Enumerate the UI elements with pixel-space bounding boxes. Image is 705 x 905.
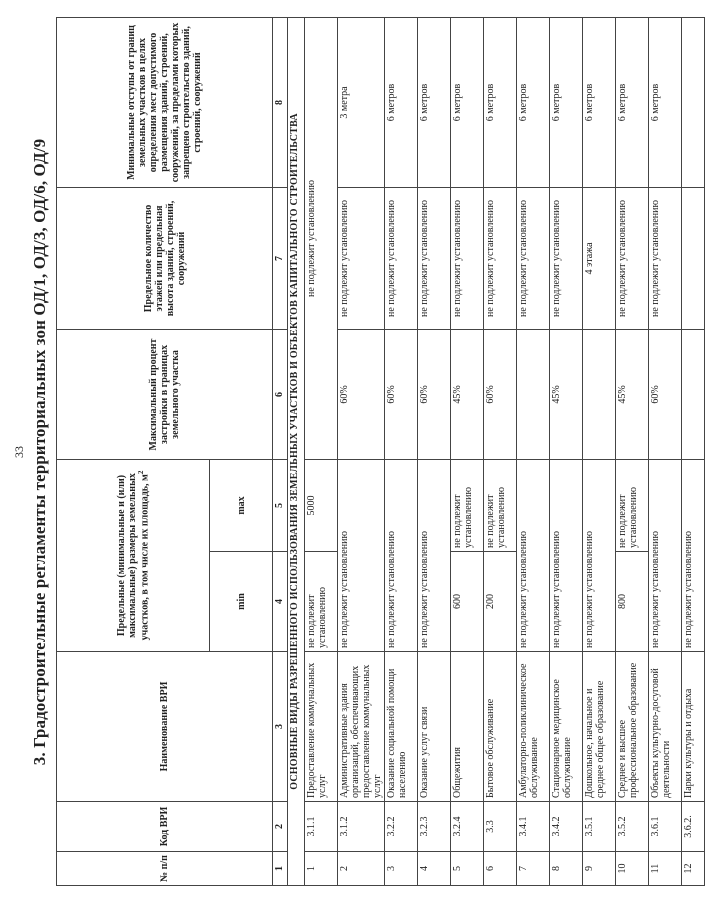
col-index: 2 <box>273 802 288 852</box>
cell-setback: 6 метров <box>649 17 682 187</box>
table-row <box>418 17 451 885</box>
cell-name: Предоставление коммунальных услуг <box>305 652 338 802</box>
header-row <box>57 17 210 885</box>
cell-percent: 45% <box>616 329 649 459</box>
cell-percent: 60% <box>649 329 682 459</box>
cell-num: 12 <box>682 852 705 886</box>
cell-sizes: не подлежит установлению <box>649 459 682 651</box>
cell-floors: не подлежит установлению <box>418 187 451 329</box>
cell-code: 3.4.1 <box>517 802 550 852</box>
header-name: Наименование ВРИ <box>57 652 273 802</box>
cell-name: Административные здания организаций, обеспечивающих предоставление коммунальных услуг <box>338 652 385 802</box>
cell-sizes: не подлежит установлению <box>385 459 418 651</box>
cell-min: 200 <box>484 552 517 652</box>
cell-setback: 6 метров <box>583 17 616 187</box>
cell-name: Амбулаторно-поликлиническое обслуживание <box>517 652 550 802</box>
col-index: 8 <box>273 17 288 187</box>
cell-name: Объекты культурно-досуговой деятельности <box>649 652 682 802</box>
cell-code: 3.5.2 <box>616 802 649 852</box>
cell-num: 4 <box>418 852 451 886</box>
col-index: 3 <box>273 652 288 802</box>
cell-percent <box>682 329 705 459</box>
cell-name: Оказание социальной помощи населению <box>385 652 418 802</box>
header-floors: Предельное количество этажей или предельная высота зданий, строений, сооружений <box>57 187 273 329</box>
header-sizes <box>57 459 210 651</box>
cell-floors: не подлежит установлению <box>616 187 649 329</box>
cell-name: Оказание услуг связи <box>418 652 451 802</box>
cell-min: не подлежит установлению <box>305 552 338 652</box>
cell-max: 5000 <box>305 459 338 551</box>
cell-floors: не подлежит установлению <box>484 187 517 329</box>
cell-min: 800 <box>616 552 649 652</box>
cell-code: 3.5.1 <box>583 802 616 852</box>
cell-max: не подлежит установлению <box>484 459 517 551</box>
cell-percent: 60% <box>418 329 451 459</box>
table-row <box>385 17 418 885</box>
table-row <box>517 17 550 885</box>
col-index: 5 <box>273 459 288 551</box>
cell-code: 3.2.4 <box>451 802 484 852</box>
cell-sizes: не подлежит установлению <box>418 459 451 651</box>
table-row <box>451 17 484 885</box>
cell-num: 3 <box>385 852 418 886</box>
cell-num: 11 <box>649 852 682 886</box>
cell-code: 3.3 <box>484 802 517 852</box>
cell-sizes: не подлежит установлению <box>682 459 705 651</box>
cell-num: 2 <box>338 852 385 886</box>
table-row <box>682 17 705 885</box>
cell-floors: не подлежит установлению <box>649 187 682 329</box>
page-number: 33 <box>12 446 26 458</box>
col-index: 1 <box>273 852 288 886</box>
cell-sizes: не подлежит установлению <box>583 459 616 651</box>
cell-num: 9 <box>583 852 616 886</box>
col-index: 7 <box>273 187 288 329</box>
header-percent: Максимальный процент застройки в границах земельного участка <box>57 329 273 459</box>
header-setback: Минимальные отступы от границ земельных участков в целях определения мест допустимого размещения зданий, строений, сооружений, за пределами которых запрещено строительство зданий, строений, сооружений <box>57 17 273 187</box>
cell-name: Бытовое обслуживание <box>484 652 517 802</box>
cell-num: 6 <box>484 852 517 886</box>
table-row <box>305 17 338 885</box>
cell-merged: не подлежит установлению <box>305 17 338 459</box>
col-index: 6 <box>273 329 288 459</box>
regulations-table <box>56 17 705 886</box>
cell-max: не подлежит установлению <box>451 459 484 551</box>
cell-num: 1 <box>305 852 338 886</box>
cell-percent: 45% <box>451 329 484 459</box>
cell-name: Стационарное медицинское обслуживание <box>550 652 583 802</box>
cell-sizes: не подлежит установлению <box>550 459 583 651</box>
cell-floors: не подлежит установлению <box>385 187 418 329</box>
cell-setback: 6 метров <box>484 17 517 187</box>
cell-percent: 60% <box>385 329 418 459</box>
cell-num: 10 <box>616 852 649 886</box>
cell-sizes: не подлежит установлению <box>338 459 385 651</box>
section-row <box>288 17 305 885</box>
section-title: ОСНОВНЫЕ ВИДЫ РАЗРЕШЕННОГО ИСПОЛЬЗОВАНИЯ ЗЕМЕЛЬНЫХ УЧАСТКОВ И ОБЪЕКТОВ КАПИТАЛЬНОГО СТРОИТЕЛЬСТВА <box>288 17 305 885</box>
header-min: min <box>210 552 273 652</box>
cell-sizes: не подлежит установлению <box>517 459 550 651</box>
cell-floors: не подлежит установлению <box>338 187 385 329</box>
cell-setback: 6 метров <box>418 17 451 187</box>
cell-setback: 3 метра <box>338 17 385 187</box>
cell-name: Дошкольное, начальное и среднее общее образование <box>583 652 616 802</box>
header-sizes-sup: 2 <box>136 470 145 475</box>
cell-setback: 6 метров <box>451 17 484 187</box>
table-row <box>550 17 583 885</box>
cell-setback: 6 метров <box>517 17 550 187</box>
table-row <box>616 17 649 885</box>
column-index-row <box>273 17 288 885</box>
cell-setback: 6 метров <box>550 17 583 187</box>
cell-code: 3.1.2 <box>338 802 385 852</box>
col-index: 4 <box>273 552 288 652</box>
table-row <box>338 17 385 885</box>
cell-setback: 6 метров <box>616 17 649 187</box>
cell-percent <box>583 329 616 459</box>
document-title: 3. Градостроительные регламенты территориальных зон ОД/1, ОД/3, ОД/6, ОД/9 <box>30 138 49 766</box>
cell-name: Среднее и высшее профессиональное образование <box>616 652 649 802</box>
cell-setback <box>682 17 705 187</box>
cell-min: 600 <box>451 552 484 652</box>
table-row <box>484 17 517 885</box>
cell-code: 3.1.1 <box>305 802 338 852</box>
cell-percent: 45% <box>550 329 583 459</box>
cell-code: 3.6.2. <box>682 802 705 852</box>
cell-percent: 60% <box>338 329 385 459</box>
cell-floors: не подлежит установлению <box>550 187 583 329</box>
cell-code: 3.6.1 <box>649 802 682 852</box>
cell-max: не подлежит установлению <box>616 459 649 551</box>
cell-floors <box>682 187 705 329</box>
cell-setback: 6 метров <box>385 17 418 187</box>
cell-code: 3.2.3 <box>418 802 451 852</box>
cell-num: 8 <box>550 852 583 886</box>
table-row <box>583 17 616 885</box>
header-max: max <box>210 459 273 551</box>
cell-code: 3.4.2 <box>550 802 583 852</box>
cell-num: 5 <box>451 852 484 886</box>
cell-num: 7 <box>517 852 550 886</box>
cell-floors: 4 этажа <box>583 187 616 329</box>
header-sizes-text: Предельные (минимальные и (или) максимальные) размеры земельных участков, в том числе их площадь, м <box>115 473 151 641</box>
cell-floors: не подлежит установлению <box>451 187 484 329</box>
cell-name: Общежития <box>451 652 484 802</box>
cell-name: Парки культуры и отдыха <box>682 652 705 802</box>
header-num: № п/п <box>57 852 273 886</box>
cell-percent <box>517 329 550 459</box>
header-code: Код ВРИ <box>57 802 273 852</box>
cell-percent: 60% <box>484 329 517 459</box>
rotated-sheet <box>10 12 694 892</box>
cell-code: 3.2.2 <box>385 802 418 852</box>
table-row <box>649 17 682 885</box>
cell-floors: не подлежит установлению <box>517 187 550 329</box>
